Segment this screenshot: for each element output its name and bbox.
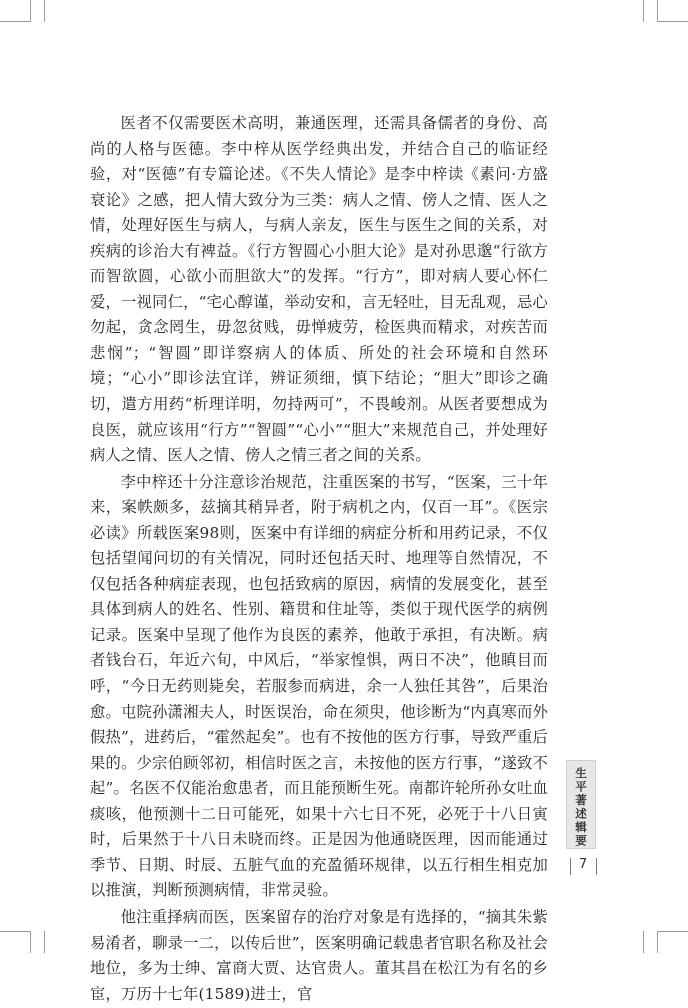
section-tab <box>566 760 596 849</box>
page-number-bar-right <box>596 858 597 875</box>
crop-mark <box>44 0 45 22</box>
crop-mark <box>30 931 31 953</box>
crop-mark <box>643 931 644 953</box>
crop-mark <box>643 0 644 22</box>
crop-mark <box>0 931 30 932</box>
crop-mark <box>657 0 658 22</box>
page-number-bar-left <box>570 858 571 875</box>
paragraph: 李中梓还十分注意诊治规范，注重医案的书写，“医案，三十年来，案帙颇多，兹摘其稍异者，附于病机之内，仅百一耳”。《医宗必读》所载医案98则，医案中有详细的病症分析和用药记录，不仅包括望闻问切的有关情况，同时还包括天时、地理等自然情况，不仅包括各种病症表现，也包括致病的原因，病情的发展变化，甚至具体到病人的姓名、性别、籍贯和住址等，类似于现代医学的病例记录。医案中呈现了他作为良医的素养，他敢于承担，有决断。病者钱台石，年近六旬，中风后，“举家惶惧，两日不决”，他瞋目而呼，“今日无药则毙矣，若服参而病进，余一人独任其咎”，后果治愈。屯院孙潇湘夫人，时医误治，命在须臾，他诊断为“内真寒而外假热”，进药后，“霍然起矣”。也有不按他的医方行事，导致严重后果的。少宗伯顾邻初，相信时医之言，未按他的医方行事，“遂致不起”。名医不仅能治愈患者，而且能预断生死。南都许轮所孙女吐血痰咳，他预测十二日可能死，如果十六七日不死，必死于十八日寅时，后果然于十八日未晓而终。正是因为他通晓医理，因而能通过季节、日期、时辰、五脏气血的充盈循环规律，以五行相生相克加以推演，判断预测病情，非常灵验。 <box>90 472 548 900</box>
crop-mark <box>658 931 688 932</box>
crop-mark <box>0 21 30 22</box>
crop-mark <box>44 931 45 953</box>
page-number: 7 <box>578 857 588 872</box>
paragraph: 他注重择病而医，医案留存的治疗对象是有选择的，“摘其朱紫易淆者，聊录一二，以传后世”，医案明确记载患者官职名称及社会地位，多为士绅、富商大贾、达官贵人。董其昌在松江为有名的乡宦，万历十七年(1589)进士，官 <box>90 907 548 1003</box>
crop-mark <box>30 0 31 22</box>
crop-mark <box>658 21 688 22</box>
crop-mark <box>657 931 658 953</box>
section-tab-label: 生平著述辑要 <box>574 767 588 848</box>
paragraph: 医者不仅需要医术高明，兼通医理，还需具备儒者的身份、高尚的人格与医德。李中梓从医学经典出发，并结合自己的临证经验，对“医德”有专篇论述。《不失人情论》是李中梓读《素问·方盛衰论》之感，把人情大致分为三类：病人之情、傍人之情、医人之情，处理好医生与病人，与病人亲友，医生与医生之间的关系，对疾病的诊治大有裨益。《行方智圆心小胆大论》是对孙思邈“行欲方而智欲圆，心欲小而胆欲大”的发挥。“行方”，即对病人要心怀仁爱，一视同仁，“宅心醇谨，举动安和，言无轻吐，目无乱观，忌心勿起，贪念罔生，毋忽贫贱，毋惮疲劳，检医典而精求，对疾苦而悲悯”；“智圆”即详察病人的体质、所处的社会环境和自然环境；“心小”即诊法宜详，辨证须细，慎下结论；“胆大”即诊之确切，遣方用药“析理详明，勿持两可”，不畏峻剂。从医者要想成为良医，就应该用“行方”“智圆”“心小”“胆大”来规范自己，并处理好病人之情、医人之情、傍人之情三者之间的关系。 <box>90 114 548 465</box>
body-text <box>90 111 548 1008</box>
